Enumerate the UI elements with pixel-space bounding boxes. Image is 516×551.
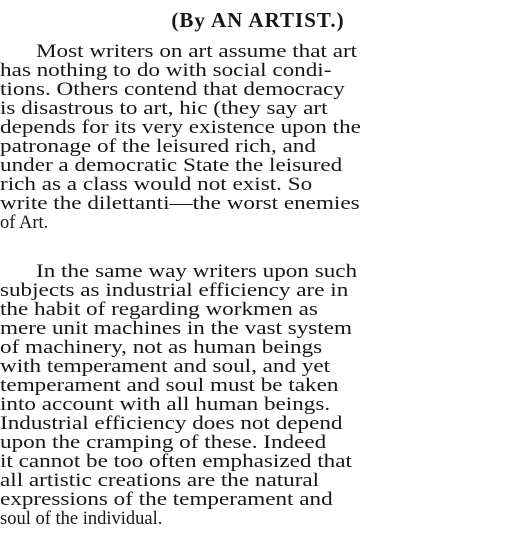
text-line: tions. Others contend that democracy: [0, 80, 345, 100]
text-line: it cannot be too often emphasized that: [0, 452, 352, 472]
text-line: rich as a class would not exist. So: [0, 175, 313, 195]
text-line: patronage of the leisured rich, and: [0, 137, 316, 157]
text-line: Most writers on art assume that art: [36, 42, 358, 62]
text-line: expressions of the temperament and: [0, 490, 333, 510]
text-line: has nothing to do with social condi-: [0, 61, 332, 81]
text-line: of Art.: [0, 213, 49, 233]
text-line: soul of the individual.: [0, 509, 163, 529]
text-line: the habit of regarding workmen as: [0, 300, 318, 320]
text-line: of machinery, not as human beings: [0, 338, 323, 358]
text-line: is disastrous to art, hic (they say art: [0, 99, 328, 119]
text-line: temperament and soul must be taken: [0, 376, 339, 396]
text-line: In the same way writers upon such: [36, 262, 358, 282]
article-byline: (By AN ARTIST.): [171, 8, 345, 32]
text-line: all artistic creations are the natural: [0, 471, 320, 491]
text-line: write the dilettanti—the worst enemies: [0, 194, 360, 214]
text-line: mere unit machines in the vast system: [0, 319, 352, 339]
text-line: Industrial efficiency does not depend: [0, 414, 343, 434]
text-line: depends for its very existence upon the: [0, 118, 361, 138]
text-line: subjects as industrial efficiency are in: [0, 281, 349, 301]
text-line: with temperament and soul, and yet: [0, 357, 331, 377]
text-line: upon the cramping of these. Indeed: [0, 433, 327, 453]
text-line: into account with all human beings.: [0, 395, 331, 415]
text-line: under a democratic State the leisured: [0, 156, 343, 176]
